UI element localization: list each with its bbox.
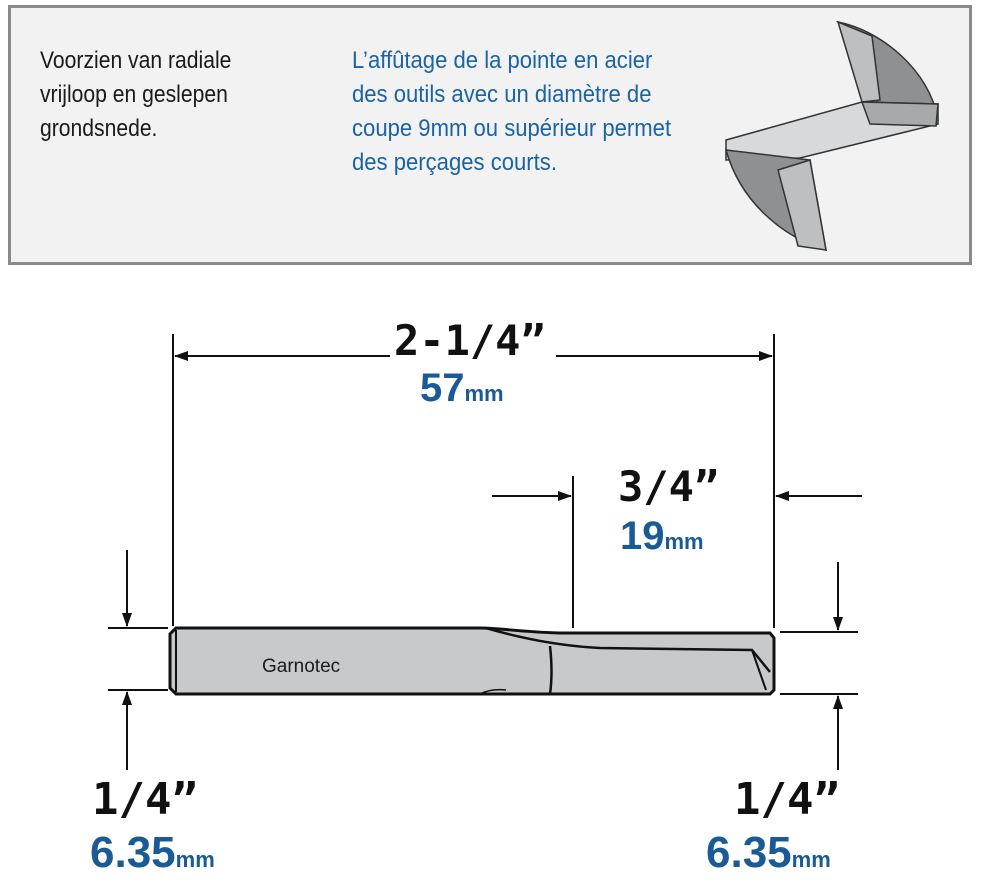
cutting-diameter-metric — [706, 828, 831, 878]
router-bit — [170, 628, 774, 694]
overall-length-metric-value: 57 — [420, 366, 465, 410]
dutch-description: Voorzien van radiale vrijloop en geslepen grondsnede. — [40, 47, 232, 142]
cutting-length-metric-value: 19 — [620, 514, 665, 558]
cutting-length-metric-unit: mm — [664, 529, 704, 554]
overall-length-imperial: 2-1/4” — [394, 316, 546, 365]
shank-diameter-metric-value: 6.35 — [90, 828, 176, 877]
cutting-diameter-imperial: 1/4” — [734, 774, 840, 825]
overall-length-metric — [420, 366, 504, 411]
tip-illustration — [726, 22, 938, 250]
cutting-length-metric — [620, 514, 704, 559]
cutting-length-imperial: 3/4” — [618, 462, 720, 511]
shank-diameter-imperial: 1/4” — [92, 774, 198, 825]
cutting-diameter-metric-value: 6.35 — [706, 828, 792, 877]
shank-diameter-metric-unit: mm — [175, 847, 215, 872]
cutting-diameter-metric-unit: mm — [791, 847, 831, 872]
shank-diameter-metric — [90, 828, 215, 878]
bit-brand-label: Garnotec — [262, 656, 341, 677]
overall-length-metric-unit: mm — [464, 381, 504, 406]
french-description: L’affûtage de la pointe en acier des outils avec un diamètre de coupe 9mm ou supérieur permet des perçages courts. — [352, 47, 672, 176]
